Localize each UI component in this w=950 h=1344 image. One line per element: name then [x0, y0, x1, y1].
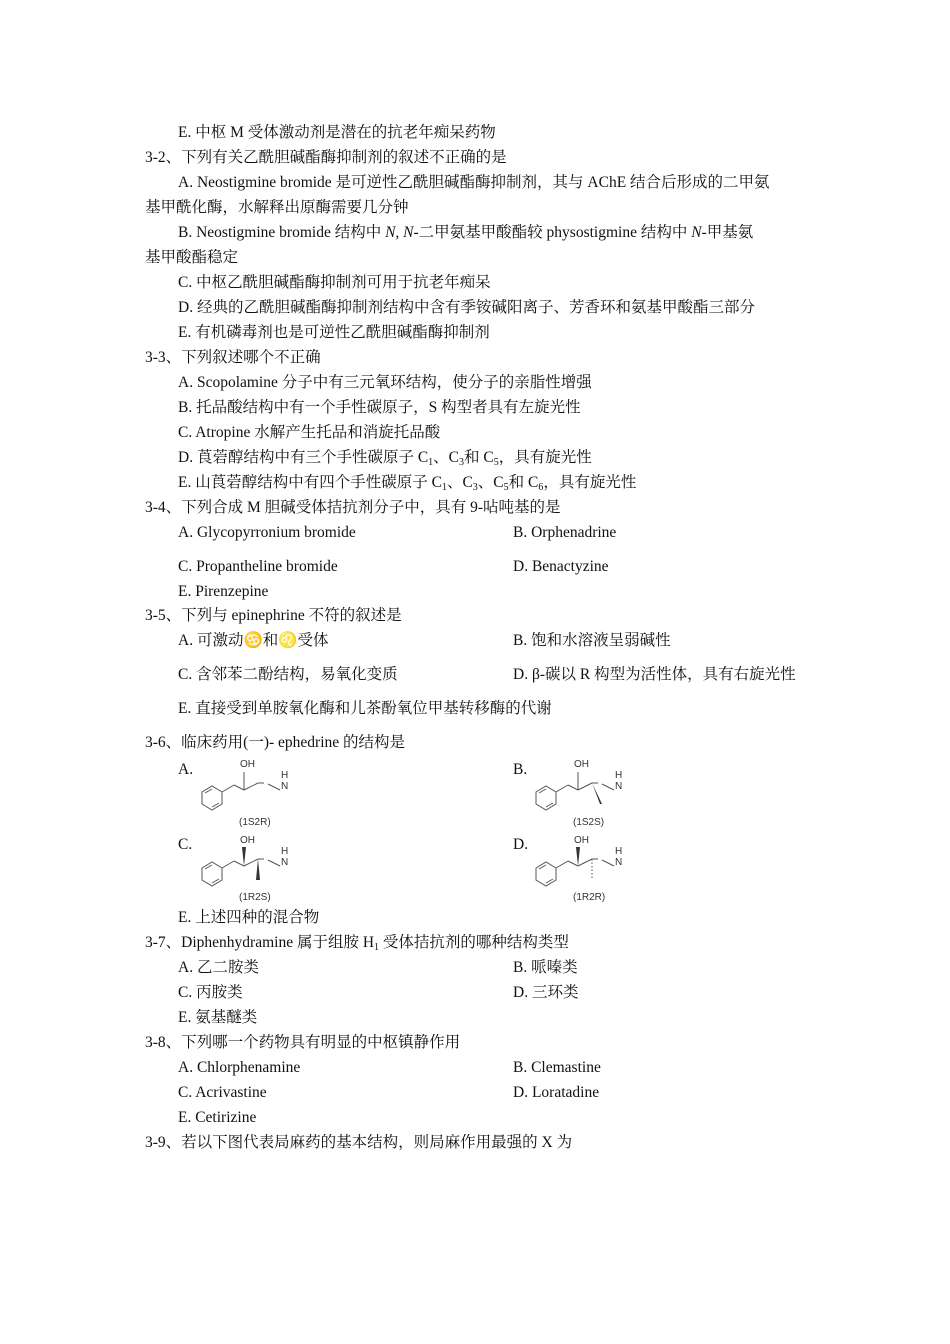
config-label-a: (1S2R): [239, 817, 271, 828]
q35-stem: 3-5、下列与 epinephrine 不符的叙述是: [145, 607, 402, 624]
q33-d-text3: 和 C: [464, 449, 494, 466]
q33-e-text2: 、C: [446, 474, 473, 491]
q32-option-a-line1: A. Neostigmine bromide 是可逆性乙酰胆碱酯酶抑制剂，其与 AChE 结合后形成的二甲氨: [178, 174, 770, 191]
q32-stem: 3-2、下列有关乙酰胆碱酯酶抑制剂的叙述不正确的是: [145, 149, 507, 166]
ephedrine-structure-d: [530, 828, 640, 906]
oh-label: OH: [240, 759, 255, 770]
q32-option-c: C. 中枢乙酰胆碱酯酶抑制剂可用于抗老年痴呆: [178, 274, 491, 291]
q33-d-sub3: 3: [459, 457, 465, 468]
q34-option-b: B. Orphenadrine: [513, 524, 617, 541]
q33-e-text3: 、C: [477, 474, 504, 491]
config-label-d: (1R2R): [573, 892, 606, 903]
q35-option-b: B. 饱和水溶液呈弱碱性: [513, 632, 671, 649]
h-label: H: [615, 770, 623, 781]
q36-option-b-label: B.: [513, 761, 528, 778]
ephedrine-structure-a: [196, 752, 306, 830]
q38-option-b: B. Clemastine: [513, 1059, 601, 1076]
q38-stem: 3-8、下列哪一个药物具有明显的中枢镇静作用: [145, 1034, 461, 1051]
q35-option-d: D. β-碳以 R 构型为活性体，具有右旋光性: [513, 666, 796, 683]
q32-option-b-italic-nn: N, N: [385, 224, 414, 241]
q33-e-sub5: 5: [503, 482, 509, 493]
q34-option-c: C. Propantheline bromide: [178, 558, 338, 575]
q33-d-sub5: 5: [493, 457, 499, 468]
q38-option-c: C. Acrivastine: [178, 1084, 267, 1101]
q33-e-text5: ，具有旋光性: [543, 474, 637, 491]
q33-d-sub1: 1: [428, 457, 434, 468]
oh-label: OH: [574, 759, 589, 770]
n-label: N: [281, 781, 289, 792]
q32-option-a-line2: 基甲酰化酶，水解释出原酶需要几分钟: [145, 199, 409, 216]
q32-option-b-line2: 基甲酸酯稳定: [145, 249, 239, 266]
n-label: N: [615, 857, 623, 868]
q32-option-b-italic-n: N: [691, 224, 702, 241]
q37-option-b: B. 哌嗪类: [513, 959, 578, 976]
q33-d-text2: 、C: [433, 449, 460, 466]
q33-e-sub6: 6: [538, 482, 544, 493]
q37-stem-text2: 受体拮抗剂的哪种结构类型: [379, 934, 569, 951]
q33-option-e: [178, 473, 636, 493]
q37-stem-sub: 1: [374, 942, 380, 953]
q33-option-a: A. Scopolamine 分子中有三元氧环结构，使分子的亲脂性增强: [178, 374, 592, 391]
q33-d-text4: ，具有旋光性: [498, 449, 592, 466]
ephedrine-structure-c: [196, 828, 306, 906]
q35-option-e: E. 直接受到单胺氧化酶和儿茶酚氧位甲基转移酶的代谢: [178, 700, 552, 717]
q38-option-d: D. Loratadine: [513, 1084, 600, 1101]
oh-label: OH: [574, 835, 589, 846]
q35-option-a: A. 可激动♋和♌受体: [178, 632, 329, 649]
q33-option-b: B. 托品酸结构中有一个手性碳原子，S 构型者具有左旋光性: [178, 399, 581, 416]
q33-e-text1: E. 山莨菪醇结构中有四个手性碳原子 C: [178, 474, 442, 491]
n-label: N: [615, 781, 623, 792]
q32-option-b-line1: [178, 223, 753, 243]
q33-e-text4: 和 C: [508, 474, 539, 491]
q37-option-d: D. 三环类: [513, 984, 579, 1001]
q37-option-c: C. 丙胺类: [178, 984, 243, 1001]
ephedrine-structure-b: [530, 752, 640, 830]
q32-option-b-text2: -二甲氨基甲酸酯较 physostigmine 结构中: [413, 224, 692, 241]
q34-option-d: D. Benactyzine: [513, 558, 609, 575]
q34-option-e: E. Pirenzepine: [178, 583, 269, 600]
q37-stem: [145, 933, 569, 953]
q32-option-e: E. 有机磷毒剂也是可逆性乙酰胆碱酯酶抑制剂: [178, 324, 490, 341]
q33-e-sub3: 3: [472, 482, 478, 493]
q32-option-b-text1: B. Neostigmine bromide 结构中: [178, 224, 386, 241]
q33-option-d: [178, 448, 592, 468]
q34-option-a: A. Glycopyrronium bromide: [178, 524, 356, 541]
q33-stem: 3-3、下列叙述哪个不正确: [145, 349, 321, 366]
q36-stem: 3-6、临床药用(一)- ephedrine 的结构是: [145, 734, 406, 751]
q37-option-e: E. 氨基醚类: [178, 1009, 258, 1026]
oh-label: OH: [240, 835, 255, 846]
config-label-b: (1S2S): [573, 817, 605, 828]
h-label: H: [615, 846, 623, 857]
q36-option-a-label: A.: [178, 761, 194, 778]
q36-option-d-label: D.: [513, 836, 529, 853]
q38-option-a: A. Chlorphenamine: [178, 1059, 301, 1076]
q37-stem-text1: 3-7、Diphenhydramine 属于组胺 H: [145, 934, 375, 951]
q32-option-b-text3: -甲基氨: [701, 224, 754, 241]
config-label-c: (1R2S): [239, 892, 271, 903]
h-label: H: [281, 846, 289, 857]
q33-e-sub1: 1: [441, 482, 447, 493]
q36-option-e: E. 上述四种的混合物: [178, 909, 320, 926]
q32-option-d: D. 经典的乙酰胆碱酯酶抑制剂结构中含有季铵碱阳离子、芳香环和氨基甲酸酯三部分: [178, 299, 755, 316]
q37-option-a: A. 乙二胺类: [178, 959, 259, 976]
n-label: N: [281, 857, 289, 868]
h-label: H: [281, 770, 289, 781]
q38-option-e: E. Cetirizine: [178, 1109, 257, 1126]
q34-stem: 3-4、下列合成 M 胆碱受体拮抗剂分子中，具有 9-呫吨基的是: [145, 499, 561, 516]
q33-d-text1: D. 莨菪醇结构中有三个手性碳原子 C: [178, 449, 429, 466]
q35-option-c: C. 含邻苯二酚结构，易氧化变质: [178, 666, 398, 683]
q31-option-e: E. 中枢 M 受体激动剂是潜在的抗老年痴呆药物: [178, 124, 496, 141]
q36-option-c-label: C.: [178, 836, 193, 853]
q39-stem: 3-9、若以下图代表局麻药的基本结构，则局麻作用最强的 X 为: [145, 1134, 573, 1151]
q33-option-c: C. Atropine 水解产生托品和消旋托品酸: [178, 424, 441, 441]
